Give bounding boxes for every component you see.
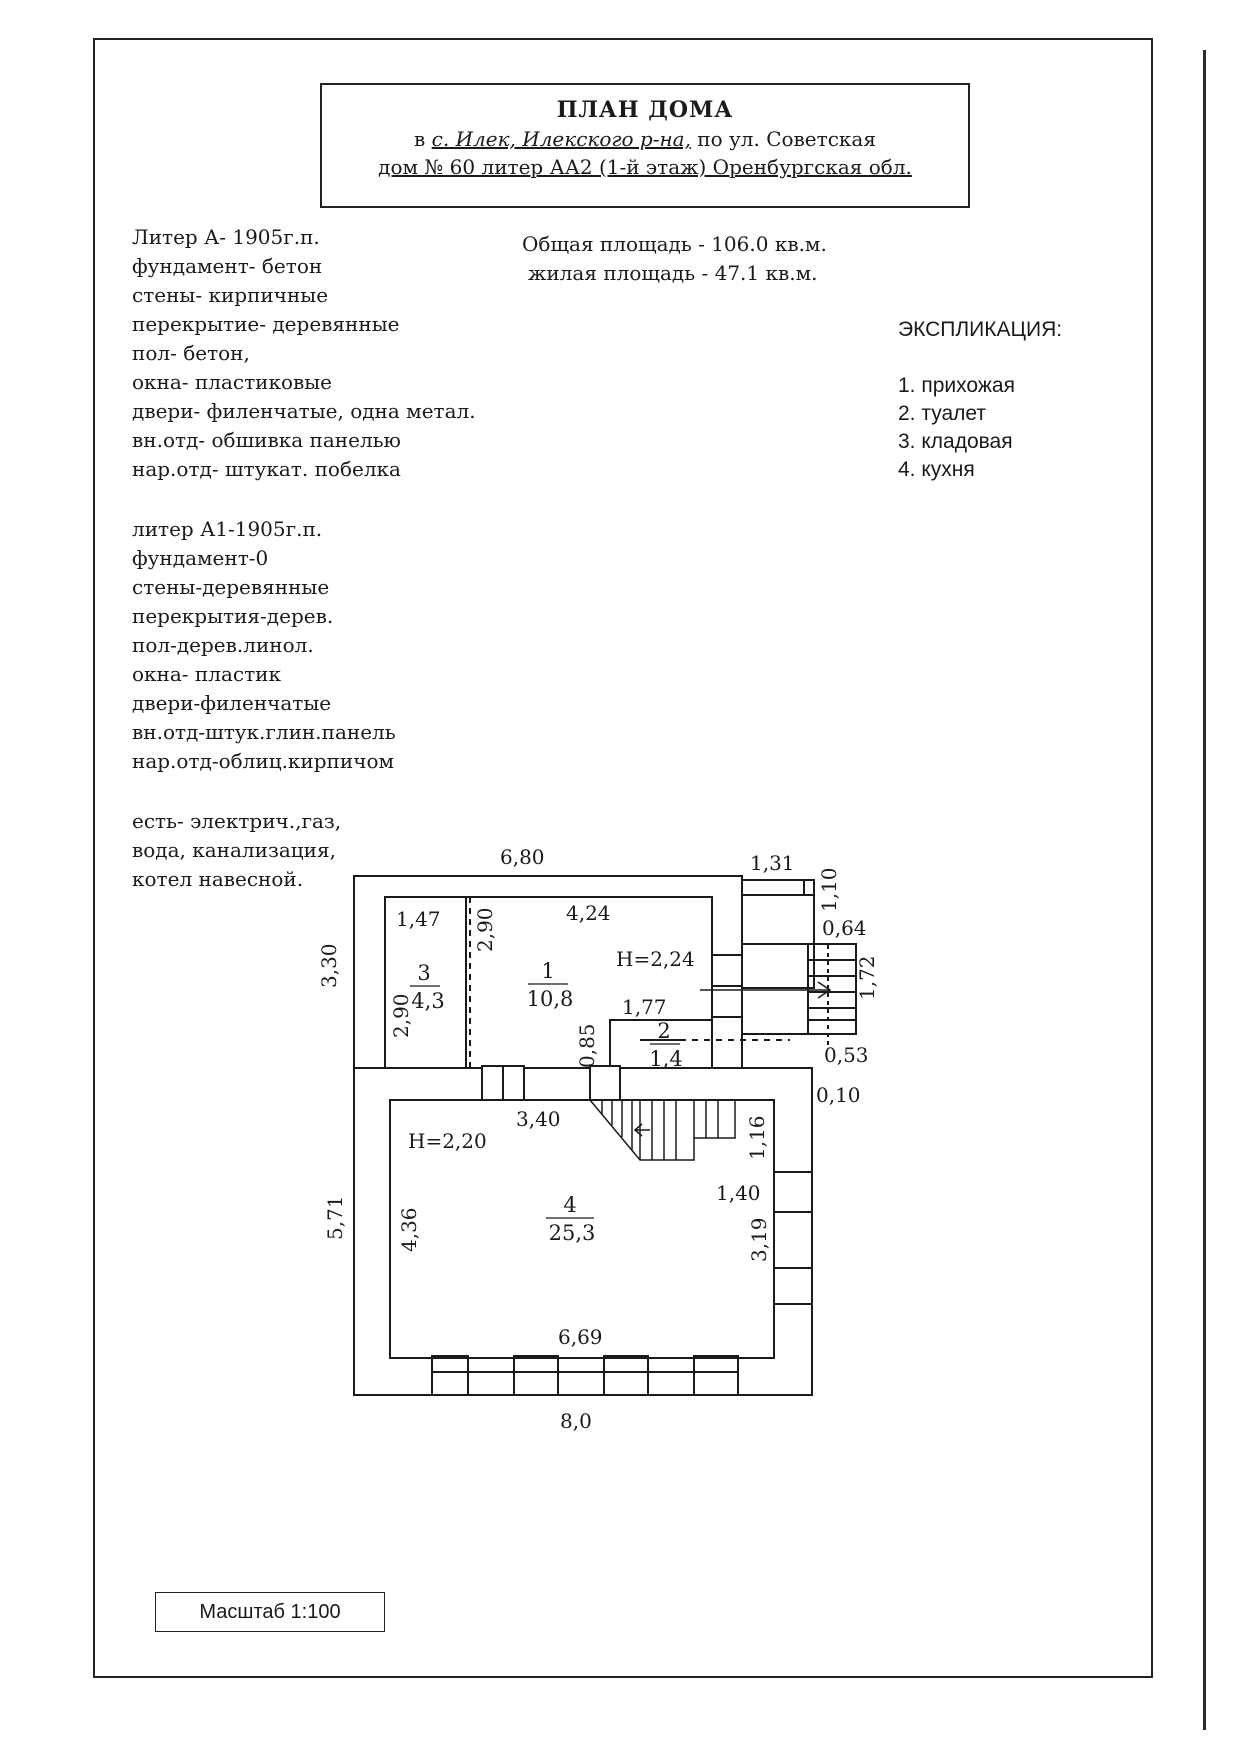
dim-porch-height: 1,10 bbox=[817, 867, 841, 912]
dim-left-upper: 3,30 bbox=[317, 943, 341, 988]
explication-title: ЭКСПЛИКАЦИЯ: bbox=[898, 318, 1063, 341]
dim-room3-height-a: 2,90 bbox=[473, 907, 497, 952]
dim-left-lower: 5,71 bbox=[323, 1195, 347, 1240]
bottom-windows bbox=[432, 1356, 738, 1395]
room1-area: 10,8 bbox=[526, 987, 574, 1011]
dim-corridor: 3,40 bbox=[516, 1107, 561, 1131]
dim-porch-width: 0,64 bbox=[822, 916, 867, 940]
plan-title: ПЛАН ДОМА bbox=[556, 97, 734, 123]
dim-room1-width: 4,24 bbox=[566, 901, 611, 925]
room4-area: 25,3 bbox=[548, 1221, 596, 1245]
dim-room4-bottom: 6,69 bbox=[558, 1325, 603, 1349]
scale-box: Масштаб 1:100 bbox=[155, 1592, 385, 1632]
explication-item: 4. кухня bbox=[898, 458, 975, 481]
dim-porch-bottom: 0,53 bbox=[824, 1043, 869, 1067]
window bbox=[774, 1268, 812, 1304]
window bbox=[694, 1356, 738, 1395]
dim-stair-height: 1,72 bbox=[855, 955, 879, 1000]
dim-room4-right: 3,19 bbox=[747, 1217, 771, 1262]
dim-room1-height: H=2,24 bbox=[616, 947, 695, 971]
window bbox=[774, 1212, 812, 1268]
explication-item: 1. прихожая bbox=[898, 374, 1015, 397]
dim-top-width: 6,80 bbox=[500, 845, 545, 869]
liter-a1-description: литер А1-1905г.п. фундамент-0 стены-деревянные перекрытия-дерев. пол-дерев.линол. окна- пластик двери-филенчатые вн.отд-штук.глин.панель нар.отд-облиц.кирпичом bbox=[132, 517, 396, 773]
dim-room2-height: 0,85 bbox=[575, 1023, 599, 1068]
dim-bottom-width: 8,0 bbox=[560, 1409, 592, 1433]
room2-number: 2 bbox=[657, 1019, 671, 1043]
room3-area: 4,3 bbox=[411, 989, 445, 1013]
porch bbox=[742, 880, 814, 988]
village-name: с. Илек, Илекского р-на, bbox=[431, 127, 691, 151]
dim-room2-width: 1,77 bbox=[622, 995, 667, 1019]
dim-top-right: 1,31 bbox=[750, 851, 795, 875]
window bbox=[604, 1356, 648, 1395]
window bbox=[774, 1172, 812, 1212]
window bbox=[514, 1356, 558, 1395]
room2-area: 1,4 bbox=[649, 1047, 683, 1071]
address-line-2: дом № 60 литер АА2 (1-й этаж) Оренбургская обл. bbox=[378, 155, 912, 179]
dim-gap: 0,10 bbox=[816, 1083, 861, 1107]
explication-item: 2. туалет bbox=[898, 402, 986, 425]
address-line-1: в с. Илек, Илекского р-на, по ул. Советская bbox=[414, 127, 876, 151]
room4-number: 4 bbox=[563, 1193, 577, 1217]
total-area: Общая площадь - 106.0 кв.м. bbox=[522, 232, 827, 256]
liter-a-description: Литер А- 1905г.п. фундамент- бетон стены- кирпичные перекрытие- деревянные пол- бетон, окна- пластиковые двери- филенчатые, одна метал. вн.отд- обшивка панелью нар.отд- штукат. побелка bbox=[132, 225, 476, 481]
living-area: жилая площадь - 47.1 кв.м. bbox=[528, 261, 818, 285]
room1-number: 1 bbox=[541, 959, 555, 983]
street-name: по ул. Советская bbox=[697, 127, 876, 151]
room3-number: 3 bbox=[417, 961, 431, 985]
dim-stair-width: 1,40 bbox=[716, 1181, 761, 1205]
dim-stair-height-2: 1,16 bbox=[745, 1115, 769, 1160]
utilities-description: есть- электрич.,газ, вода, канализация, котел навесной. bbox=[132, 809, 342, 891]
dim-room4-left: 4,36 bbox=[397, 1207, 421, 1252]
dim-room3-width: 1,47 bbox=[396, 907, 441, 931]
window bbox=[432, 1356, 468, 1395]
dim-room4-height: H=2,20 bbox=[408, 1129, 487, 1153]
explication-item: 3. кладовая bbox=[898, 430, 1013, 453]
dim-room3-height-b: 2,90 bbox=[389, 993, 413, 1038]
